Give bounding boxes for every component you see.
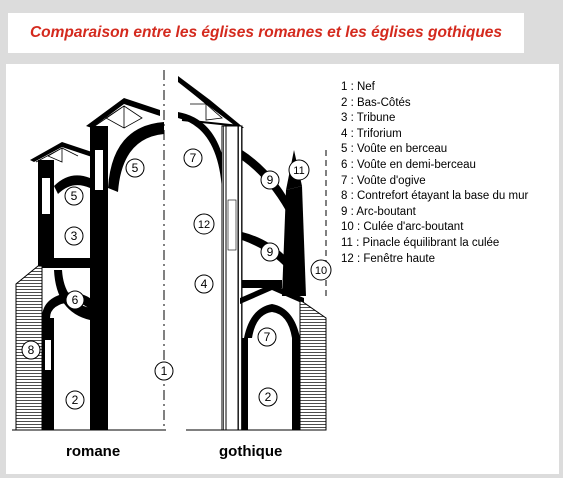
legend-item: 12 : Fenêtre haute bbox=[341, 252, 435, 265]
svg-text:6: 6 bbox=[71, 293, 79, 307]
romane-tribune-floor bbox=[38, 258, 108, 268]
marker-11 bbox=[289, 160, 309, 180]
svg-text:7: 7 bbox=[189, 151, 197, 165]
marker-5-romane bbox=[126, 159, 144, 177]
gothique-high-window bbox=[228, 200, 236, 250]
gothique-pillar-core bbox=[226, 126, 238, 430]
marker-1 bbox=[155, 362, 173, 380]
marker-4 bbox=[195, 275, 213, 293]
caption-romane: romane bbox=[66, 443, 121, 460]
legend-item: 1 : Nef bbox=[341, 81, 375, 93]
legend-item: 3 : Tribune bbox=[341, 112, 396, 125]
legend-item: 2 : Bas-Côtés bbox=[341, 96, 411, 109]
legend-item: 6 : Voûte en demi-berceau bbox=[341, 158, 476, 171]
page-title: Comparaison entre les églises romanes et les églises gothiques bbox=[29, 24, 503, 41]
legend-item: 10 : Culée d'arc-boutant bbox=[341, 221, 464, 234]
romane-lower-wall bbox=[42, 318, 54, 430]
svg-text:9: 9 bbox=[266, 173, 274, 187]
svg-text:2: 2 bbox=[264, 390, 272, 404]
romanesque-section bbox=[12, 70, 166, 430]
marker-2-romane bbox=[66, 391, 84, 409]
svg-text:5: 5 bbox=[131, 161, 139, 175]
svg-text:3: 3 bbox=[70, 229, 78, 243]
svg-text:5: 5 bbox=[70, 189, 78, 203]
legend-item: 5 : Voûte en berceau bbox=[341, 143, 448, 156]
legend-item: 7 : Voûte d'ogive bbox=[341, 174, 426, 187]
marker-2-gothique bbox=[259, 388, 277, 406]
marker-5-romane-tribune bbox=[65, 187, 83, 205]
svg-text:10: 10 bbox=[314, 265, 328, 277]
romane-lower-pier bbox=[90, 318, 108, 430]
romane-barrel-vault bbox=[108, 122, 164, 192]
gothic-section bbox=[178, 76, 326, 430]
caption-gothique: gothique bbox=[219, 443, 283, 460]
gothique-outer-wall bbox=[300, 300, 326, 430]
svg-text:2: 2 bbox=[71, 393, 79, 407]
romane-aisle-roof bbox=[30, 142, 92, 162]
legend-item: 11 : Pinacle équilibrant la culée bbox=[341, 236, 500, 249]
legend-item: 9 : Arc-boutant bbox=[341, 205, 416, 218]
svg-text:1: 1 bbox=[160, 364, 168, 378]
marker-9-lower bbox=[261, 243, 279, 261]
marker-7-aisle bbox=[258, 328, 276, 346]
marker-8 bbox=[22, 341, 40, 359]
marker-3 bbox=[65, 227, 83, 245]
svg-text:4: 4 bbox=[200, 277, 208, 291]
gothique-aisle-inner bbox=[242, 338, 248, 430]
svg-text:9: 9 bbox=[266, 245, 274, 259]
svg-text:7: 7 bbox=[263, 330, 271, 344]
legend bbox=[341, 80, 528, 267]
romane-high-window bbox=[95, 150, 103, 190]
gothique-culee bbox=[282, 186, 306, 296]
legend-item: 8 : Contrefort étayant la base du mur bbox=[341, 190, 529, 203]
svg-text:12: 12 bbox=[197, 219, 211, 231]
gothique-aisle-pier bbox=[292, 338, 300, 430]
romane-main-roof bbox=[86, 98, 160, 128]
marker-10 bbox=[311, 260, 331, 280]
romane-tribune-window bbox=[42, 178, 50, 214]
svg-text:8: 8 bbox=[27, 343, 35, 357]
gothique-roof-truss bbox=[182, 84, 222, 120]
legend-item: 4 : Triforium bbox=[341, 127, 402, 140]
marker-12 bbox=[194, 214, 214, 234]
romane-aisle-window bbox=[45, 340, 51, 370]
marker-7-gothique bbox=[184, 149, 202, 167]
marker-9-upper bbox=[261, 171, 279, 189]
marker-6 bbox=[66, 291, 84, 309]
svg-text:11: 11 bbox=[293, 165, 305, 177]
